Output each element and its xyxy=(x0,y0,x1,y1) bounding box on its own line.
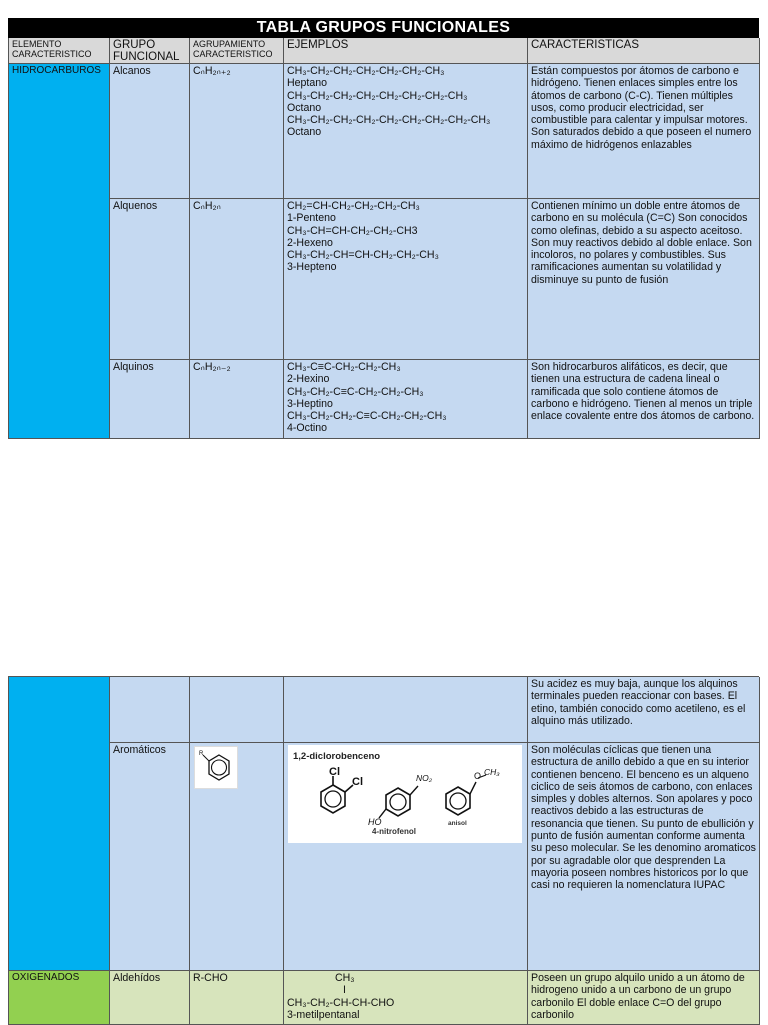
ejemplos-alcanos xyxy=(284,64,528,199)
ejemplo-line: Heptano xyxy=(287,77,328,90)
table-body-continued xyxy=(8,676,759,1025)
ejemplo-line: CH₃-CH₂-CH₂-CH₂-CH₂-CH₂-CH₂-CH₃ xyxy=(287,89,468,102)
ch3-label: CH₃ xyxy=(484,767,500,777)
functional-groups-table-page1 xyxy=(8,18,759,439)
grupo-alcanos: Alcanos xyxy=(110,64,190,199)
anisol-label: anisol xyxy=(448,820,467,827)
grupo-alquinos-cont xyxy=(110,677,190,743)
formula-alcanos: CₙH₂ₙ₊₂ xyxy=(190,64,284,199)
ejemplo-line: CH₃ xyxy=(335,972,355,984)
caracteristicas-alquinos-cont: Su acidez es muy baja, aunque los alquinos terminales pueden reaccionar con bases. El etino, también conocido como acetileno, es el alquino más utilizado. xyxy=(528,677,760,743)
diclorobenceno-label: 1,2-diclorobenceno xyxy=(293,751,381,762)
table-body xyxy=(8,64,759,439)
formula-alquinos: CₙH₂ₙ₋₂ xyxy=(190,360,284,439)
formula-alquenos: CₙH₂ₙ xyxy=(190,199,284,360)
ejemplo-line: CH₃-C≡C-CH₂-CH₂-CH₃ xyxy=(287,361,401,373)
elemento-oxigenados: OXIGENADOS xyxy=(9,971,110,1025)
grupo-aldehidos: Aldehídos xyxy=(110,971,190,1025)
nitrofenol-label: 4-nitrofenol xyxy=(372,827,416,836)
ring-r-label: R xyxy=(199,751,204,757)
caracteristicas-alquenos: Contienen mínimo un doble entre átomos de carbono en su molécula (C=C) Son conocidos como olefinas, debido a su aspecto aceitoso. Son muy reactivos debido al doble enlace. Son incoloros, no polares y combustibles. Sus ramificaciones aumentan su volatilidad y disminuye su punto de fusión xyxy=(528,199,760,360)
ejemplos-alquinos-cont xyxy=(284,677,528,743)
ejemplo-line: 2-Hexino xyxy=(287,373,330,386)
ejemplo-line: 3-Hepteno xyxy=(287,261,337,274)
grupo-aromaticos: Aromáticos xyxy=(110,743,190,971)
o-label: O xyxy=(474,771,482,781)
ejemplos-alquinos xyxy=(284,360,528,439)
ejemplo-line: CH₃-CH₂-CH₂-C≡C-CH₂-CH₂-CH₃ xyxy=(287,410,447,423)
ejemplo-line: CH₃-CH₂-CH₂-CH₂-CH₂-CH₂-CH₂-CH₂-CH₃ xyxy=(287,114,491,127)
ejemplos-aldehidos xyxy=(284,971,528,1025)
caracteristicas-alquinos: Son hidrocarburos alifáticos, es decir, que tienen una estructura de cadena lineal o ramificada que solo contiene átomos de carbono e hidrógeno. Tienen al menos un triple enlace covalente entre dos átomos de carbono. xyxy=(528,360,760,439)
no2-label: NO₂ xyxy=(416,773,432,783)
ejemplo-line: 4-Octino xyxy=(287,422,328,435)
caracteristicas-alcanos: Están compuestos por átomos de carbono e hidrógeno. Tienen enlaces simples entre los átomos de carbono (C-C). Tienen múltiples usos, como producir electricidad, ser combustible para calentar y impulsar motores. Son saturados debido a que poseen el numero máximo de hidrógenos enlazables xyxy=(528,64,760,199)
caracteristicas-aldehidos: Poseen un grupo alquilo unido a un átomo de hidrogeno unido a un carbono de un grupo carbonilo El doble enlace C=O del grupo carbonilo xyxy=(528,971,760,1025)
ejemplo-line: 1-Penteno xyxy=(287,212,336,225)
caracteristicas-aromaticos: Son moléculas cíclicas que tienen una estructura de anillo debido a que en su interior contienen benceno. El benceno es un alqueno ciclico de seis átomos de carbono, con enlaces simples y dobles alternos. Son apolares y poco reactivos debido a las estructuras de resonancia que tienen. Su punto de ebullición y punto de fusión aumentan conforme aumenta su peso molecular. Se les denomino aromaticos por su agradable olor que desprenden La mayoria poseen nombres historicos por lo que casi no requieren la nomenclatura IUPAC xyxy=(528,743,760,971)
benzene-ring-image xyxy=(194,746,238,789)
ejemplo-line: CH₂=CH-CH₂-CH₂-CH₂-CH₃ xyxy=(287,200,420,212)
ho-label: HO xyxy=(368,817,382,827)
header-grupo: GRUPO FUNCIONAL xyxy=(110,38,190,64)
grupo-alquinos: Alquinos xyxy=(110,360,190,439)
elemento-hidrocarburos-cont xyxy=(9,677,110,971)
ejemplo-line: CH₃-CH₂-CH=CH-CH₂-CH₂-CH₃ xyxy=(287,249,439,262)
elemento-hidrocarburos: HIDROCARBUROS xyxy=(9,64,110,439)
ejemplo-line: 3-Heptino xyxy=(287,397,333,410)
ejemplo-line: I xyxy=(343,984,346,997)
header-elemento: ELEMENTO CARACTERISTICO xyxy=(9,38,110,64)
header-ejemplos: EJEMPLOS xyxy=(284,38,528,64)
header-agrupamiento: AGRUPAMIENTO CARACTERISTICO xyxy=(190,38,284,64)
ejemplo-line: Octano xyxy=(287,126,322,139)
formula-alquinos-cont xyxy=(190,677,284,743)
ejemplo-line: 2-Hexeno xyxy=(287,236,333,249)
formula-aldehidos: R-CHO xyxy=(190,971,284,1025)
grupo-alquenos: Alquenos xyxy=(110,199,190,360)
ejemplos-aromaticos xyxy=(284,743,528,971)
aromatic-examples-image xyxy=(288,745,522,843)
ejemplo-line: Octano xyxy=(287,101,322,114)
ejemplo-line: 3-metilpentanal xyxy=(287,1008,360,1021)
cl-label: Cl xyxy=(329,766,340,778)
ejemplo-line: CH₃-CH₂-CH₂-CH₂-CH₂-CH₂-CH₃ xyxy=(287,65,445,77)
formula-aromaticos xyxy=(190,743,284,971)
ejemplos-alquenos xyxy=(284,199,528,360)
cl-label: Cl xyxy=(352,776,363,788)
ejemplo-line: CH₃-CH₂-C≡C-CH₂-CH₂-CH₃ xyxy=(287,385,424,398)
header-caracteristicas: CARACTERISTICAS xyxy=(528,38,760,64)
table-title: TABLA GRUPOS FUNCIONALES xyxy=(8,18,759,38)
ejemplo-line: CH₃-CH=CH-CH₂-CH₂-CH3 xyxy=(287,224,418,237)
functional-groups-table-page2 xyxy=(8,676,759,1025)
table-header-row xyxy=(8,38,759,64)
ejemplo-line: CH₃-CH₂-CH-CH-CHO xyxy=(287,996,395,1009)
